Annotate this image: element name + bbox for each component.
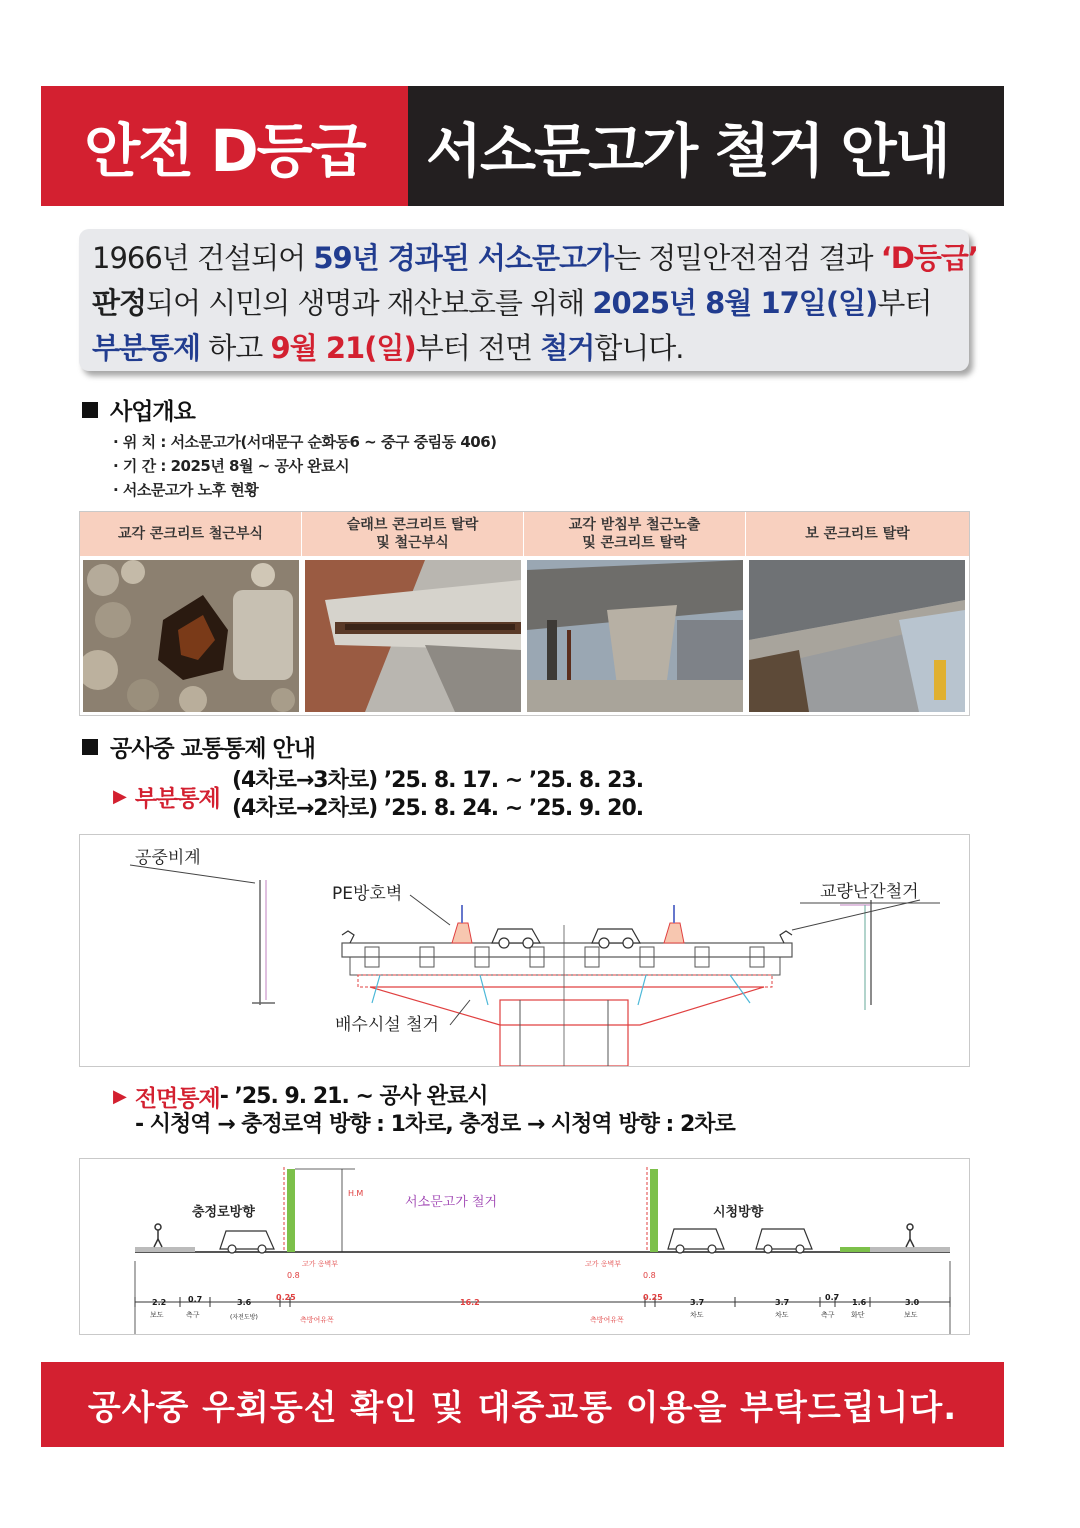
dim-value: 1.6	[852, 1298, 867, 1307]
dim-value: 3.7	[775, 1298, 790, 1307]
intro-demolish: 철거	[540, 331, 595, 365]
label-right-direction: 시청방향	[713, 1205, 764, 1220]
label-side-right: 측방여유폭	[590, 1316, 624, 1324]
label-demolition: 서소문고가 철거	[405, 1195, 498, 1210]
intro-span: 부터	[877, 286, 932, 320]
triangle-right-icon: ▶	[113, 1086, 127, 1107]
square-bullet-icon	[82, 402, 98, 418]
info-period: · 기 간 : 2025년 8월 ~ 공사 완료시	[113, 457, 350, 475]
photo-slab-damage	[305, 560, 521, 712]
dim-label: 화단	[851, 1311, 865, 1319]
photo-bearing-exposed	[527, 560, 743, 712]
bridge-section-diagram	[79, 834, 970, 1067]
title-left: 안전 D등급	[41, 86, 408, 206]
label-vertical: H.M	[348, 1189, 364, 1198]
footer-text: 공사중 우회동선 확인 및 대중교통 이용을 부탁드립니다.	[87, 1388, 958, 1428]
dim-value: 0.25	[276, 1293, 296, 1302]
dim-value: 0.7	[825, 1293, 840, 1302]
full-control-label	[113, 1080, 487, 1113]
dim-value: 2.2	[152, 1298, 167, 1307]
dim-value: 3.7	[690, 1298, 705, 1307]
dim-label: 보도	[150, 1311, 164, 1319]
label-side-left: 측방여유폭	[300, 1316, 334, 1324]
section-overview	[82, 393, 195, 426]
photo-header	[746, 512, 969, 556]
intro-span: 되어 시민의 생명과 재산보호를 위해	[146, 286, 593, 320]
intro-span: 합니다.	[594, 331, 684, 365]
label-pe-barrier: PE방호벽	[332, 884, 403, 904]
dim-label: 차도	[690, 1311, 704, 1319]
label-drain-removal: 배수시설 철거	[335, 1015, 439, 1035]
intro-date: 9월 21(일)	[270, 331, 416, 365]
photo-pier-corrosion	[83, 560, 299, 712]
label-scaffold: 공중비계	[135, 848, 201, 868]
photo-header	[302, 512, 524, 556]
partial-label: 부분통제	[134, 786, 220, 812]
photo-header	[524, 512, 746, 556]
intro-highlight: 59년 경과된 서소문고가	[313, 241, 613, 275]
photo-table	[79, 511, 970, 716]
photo-header-text: 보 콘크리트 탈락	[805, 526, 910, 542]
intro-text	[92, 236, 978, 371]
info-location: · 위 치 : 서소문고가(서대문구 순화동6 ~ 중구 중림동 406)	[113, 433, 497, 451]
label-left-direction: 충정로방향	[192, 1205, 255, 1220]
dim-value: 0.25	[643, 1293, 663, 1302]
partial-dates	[232, 767, 643, 823]
dim-label: (자전도방)	[230, 1314, 258, 1321]
road-layout-diagram	[79, 1158, 970, 1335]
info-status: · 서소문고가 노후 현황	[113, 481, 259, 499]
intro-span: 하고	[200, 331, 271, 365]
photo-header-text: 슬래브 콘크리트 탈락 및 철근부식	[346, 517, 479, 551]
dim-label: 차도	[775, 1311, 789, 1319]
dim-value: 0.7	[188, 1295, 203, 1304]
intro-date: 2025년 8월 17일(일)	[592, 286, 878, 320]
title-banner	[41, 86, 1004, 206]
photo-header-text: 교각 받침부 철근노출 및 콘크리트 탈락	[568, 517, 701, 551]
dim-value: 3.6	[237, 1298, 252, 1307]
full-label: 전면통제	[134, 1086, 220, 1112]
intro-span: 부터 전면	[415, 331, 541, 365]
photo-header	[80, 512, 302, 556]
dim-label: 측구	[821, 1311, 835, 1319]
photo-beam-spalling	[749, 560, 965, 712]
intro-grade: ‘D등급’	[880, 241, 978, 275]
label-wall-right: 고가 옹벽부	[585, 1260, 622, 1268]
full-detail: - 시청역 → 충정로역 방향 : 1차로, 충정로 → 시청역 방향 : 2차로	[135, 1112, 735, 1137]
intro-span: 는 정밀안전점검 결과	[613, 241, 881, 275]
label-gap-left: 0.8	[287, 1271, 300, 1280]
title-right: 서소문고가 철거 안내	[408, 86, 1004, 206]
label-railing-removal: 교량난간철거	[820, 882, 919, 902]
dim-value: 3.0	[905, 1298, 920, 1307]
partial-date-1: (4차로→3차로) ’25. 8. 17. ~ ’25. 8. 23.	[232, 768, 644, 793]
dim-value: 16.2	[460, 1298, 480, 1307]
intro-span: 1966년 건설되어	[92, 241, 314, 275]
section-traffic	[82, 730, 315, 763]
label-wall-left: 고가 옹벽부	[302, 1260, 339, 1268]
label-gap-right: 0.8	[643, 1271, 656, 1280]
square-bullet-icon	[82, 739, 98, 755]
full-dates: - ’25. 9. 21. ~ 공사 완료시	[219, 1083, 488, 1109]
partial-date-2: (4차로→2차로) ’25. 8. 24. ~ ’25. 9. 20.	[232, 796, 644, 821]
intro-partial: 부분통제	[92, 331, 201, 365]
section-heading: 사업개요	[110, 399, 195, 425]
dim-label: 보도	[904, 1311, 918, 1319]
intro-span: 판정	[92, 286, 147, 320]
triangle-right-icon: ▶	[113, 786, 127, 807]
dim-label: 측구	[186, 1311, 200, 1319]
partial-control-label	[113, 780, 220, 813]
section-heading: 공사중 교통통제 안내	[110, 736, 315, 762]
footer-banner	[41, 1362, 1004, 1447]
photo-header-text: 교각 콘크리트 철근부식	[118, 526, 263, 542]
